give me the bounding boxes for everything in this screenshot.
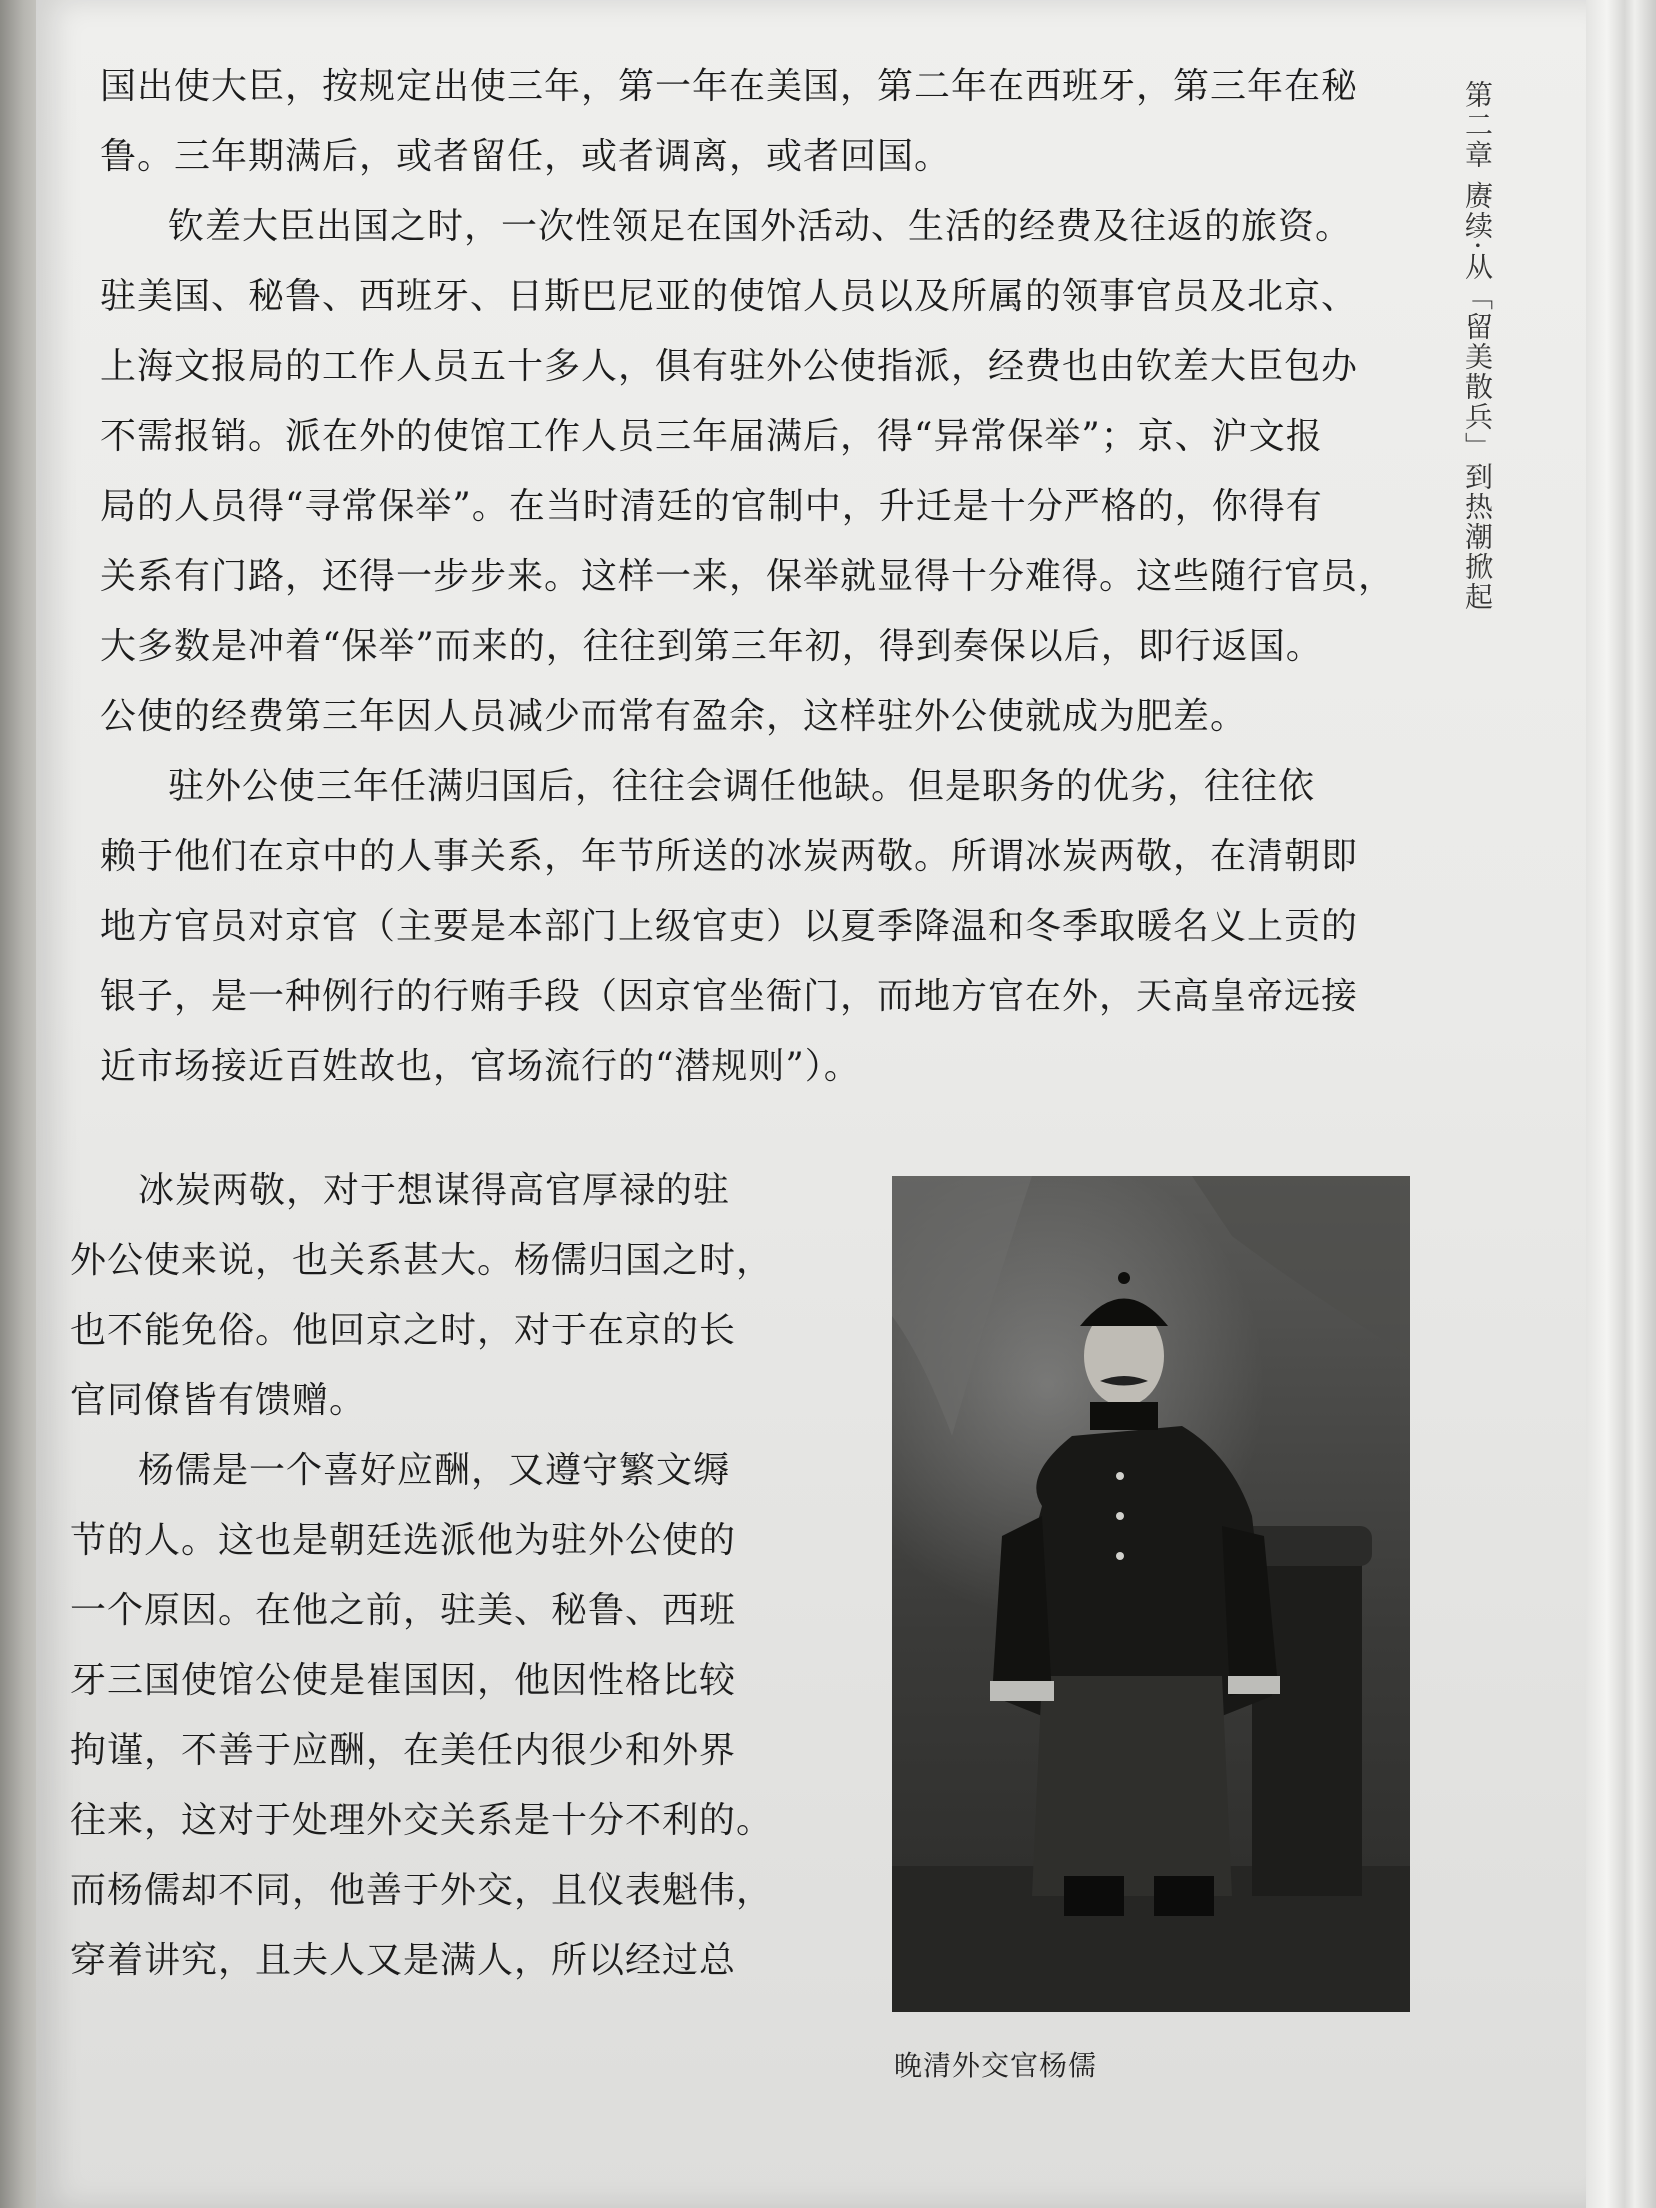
portrait-photo	[892, 1176, 1410, 2012]
text-line: 冰炭两敬，对于想谋得高官厚禄的驻	[138, 1170, 731, 1211]
column-text-block	[70, 1156, 840, 1996]
portrait-illustration	[892, 1176, 1410, 2012]
running-head: 第二章 赓续·从「留美散兵」到热潮掀起	[1461, 80, 1494, 612]
top-text-block	[100, 52, 1420, 1102]
text-line: 赖于他们在京中的人事关系，年节所送的冰炭两敬。所谓冰炭两敬，在清朝即	[100, 836, 1359, 877]
text-line: 国出使大臣，按规定出使三年，第一年在美国，第二年在西班牙，第三年在秘	[100, 66, 1359, 107]
page-edge	[1586, 0, 1656, 2208]
text-line: 驻美国、秘鲁、西班牙、日斯巴尼亚的使馆人员以及所属的领事官员及北京、	[100, 276, 1359, 317]
text-line: 一个原因。在他之前，驻美、秘鲁、西班	[70, 1590, 737, 1631]
text-line: 不需报销。派在外的使馆工作人员三年届满后，得“异常保举”；京、沪文报	[100, 416, 1323, 457]
text-line: 往来，这对于处理外交关系是十分不利的。	[70, 1800, 774, 1841]
text-line: 局的人员得“寻常保举”。在当时清廷的官制中，升迁是十分严格的，你得有	[100, 486, 1323, 527]
text-line: 上海文报局的工作人员五十多人，俱有驻外公使指派，经费也由钦差大臣包办	[100, 346, 1359, 387]
text-line: 公使的经费第三年因人员减少而常有盈余，这样驻外公使就成为肥差。	[100, 696, 1248, 737]
text-line: 也不能免俗。他回京之时，对于在京的长	[70, 1310, 737, 1351]
text-line: 牙三国使馆公使是崔国因，他因性格比较	[70, 1660, 737, 1701]
text-line: 鲁。三年期满后，或者留任，或者调离，或者回国。	[100, 136, 952, 177]
text-line: 杨儒是一个喜好应酬，又遵守繁文缛	[138, 1450, 731, 1491]
text-line: 拘谨，不善于应酬，在美任内很少和外界	[70, 1730, 737, 1771]
text-line: 银子，是一种例行的行贿手段（因京官坐衙门，而地方官在外，天高皇帝远接	[100, 976, 1359, 1017]
text-line: 驻外公使三年任满归国后，往往会调任他缺。但是职务的优劣，往往依	[168, 766, 1316, 807]
text-line: 钦差大臣出国之时，一次性领足在国外活动、生活的经费及往返的旅资。	[168, 206, 1353, 247]
text-line: 外公使来说，也关系甚大。杨儒归国之时，	[70, 1240, 774, 1281]
text-line: 而杨儒却不同，他善于外交，且仪表魁伟，	[70, 1870, 774, 1911]
text-line: 节的人。这也是朝廷选派他为驻外公使的	[70, 1520, 737, 1561]
text-line: 官同僚皆有馈赠。	[70, 1380, 367, 1421]
text-line: 穿着讲究，且夫人又是满人，所以经过总	[70, 1940, 737, 1981]
photo-caption: 晚清外交官杨儒	[894, 2049, 1098, 2082]
text-line: 近市场接近百姓故也，官场流行的“潜规则”）。	[100, 1046, 861, 1087]
text-line: 关系有门路，还得一步步来。这样一来，保举就显得十分难得。这些随行官员，	[100, 556, 1396, 597]
text-line: 地方官员对京官（主要是本部门上级官吏）以夏季降温和冬季取暖名义上贡的	[100, 906, 1359, 947]
text-line: 大多数是冲着“保举”而来的，往往到第三年初，得到奏保以后，即行返国。	[100, 626, 1323, 667]
